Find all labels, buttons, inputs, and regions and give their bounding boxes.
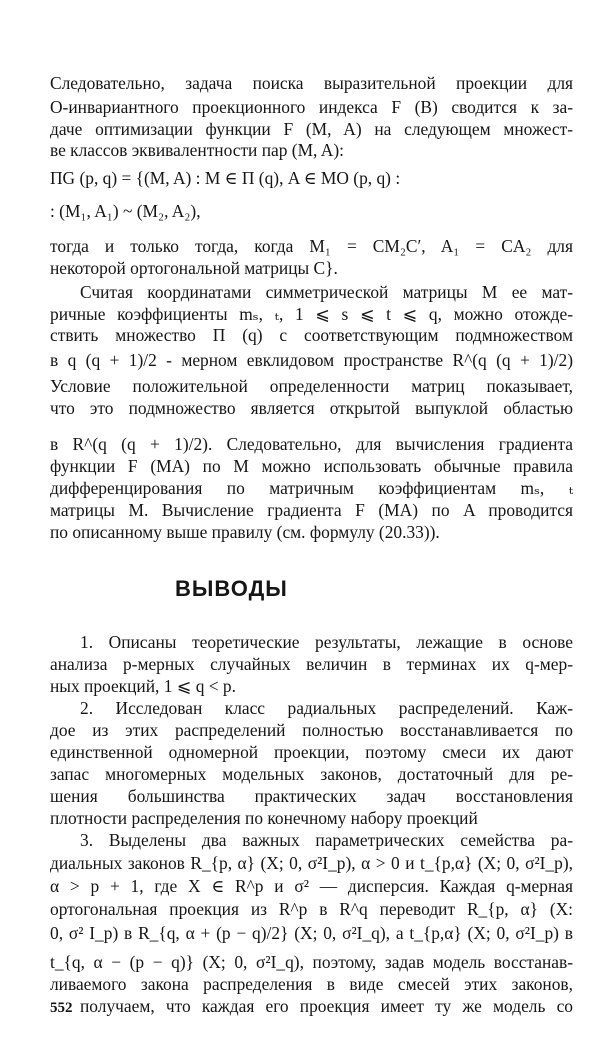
text-line: 0, σ² I_p) в R_{q, α + (p − q)/2} (X; 0, σ²I_q), а t_{p,α} (X; 0, σ²I_p) в xyxy=(50,923,573,943)
paragraph-first-line: Считая координатами симметрической матрицы M ее мат- xyxy=(80,282,573,302)
list-item-2-first-line: 2. Исследован класс радиальных распределений. Каж- xyxy=(80,698,573,718)
text-line: дифференцирования по матричным коэффициентам mₛ, ₜ xyxy=(50,478,573,498)
text-line: получаем, что каждая его проекция имеет ту же модель со xyxy=(80,996,573,1016)
text-line: матрицы M. Вычисление градиента F (MA) по A проводится xyxy=(50,500,573,520)
text-line: O-инвариантного проекционного индекса F (B) сводится к за- xyxy=(50,97,573,117)
text-line: в q (q + 1)/2 - мерном евклидовом пространстве R^(q (q + 1)/2) xyxy=(50,350,573,370)
text-line: ричные коэффициенты mₛ, ₜ, 1 ⩽ s ⩽ t ⩽ q, можно отожде- xyxy=(50,304,573,324)
text-line: некоторой ортогональной матрицы C}. xyxy=(50,258,338,278)
text-line: тогда и только тогда, когда M₁ = CM₂C′, A₁ = CA₂ для xyxy=(50,236,573,256)
formula-line: ΠG (p, q) = {(M, A) : M ∈ Π (q), A ∈ MO (p, q) : xyxy=(50,168,401,188)
text-line: плотности распределения по конечному набору проекций xyxy=(50,808,478,828)
text-line: t_{q, α − (p − q)} (X; 0, σ²I_q), поэтому, задав модель восстанав- xyxy=(50,952,573,972)
text-line: диальных законов R_{p, α} (X; 0, σ²I_p), α > 0 и t_{p,α} (X; 0, σ²I_p), xyxy=(50,853,573,873)
text-line: ливаемого закона распределения в виде смесей этих законов, xyxy=(50,974,573,994)
text-line: ствить множество Π (q) с соответствующим подмножеством xyxy=(50,325,573,345)
text-line: Условие положительной определенности матриц показывает, xyxy=(50,376,573,396)
text-line: даче оптимизации функции F (M, A) на следующем множест- xyxy=(50,119,573,139)
text-line: запас многомерных модельных законов, достаточный для ре- xyxy=(50,764,573,784)
section-heading: ВЫВОДЫ xyxy=(175,576,288,601)
text-line: анализа p-мерных случайных величин в терминах их q-мер- xyxy=(50,654,573,674)
text-line: шения большинства практических задач восстановления xyxy=(50,786,573,806)
text-line: дое из этих распределений полностью восстанавливается по xyxy=(50,720,573,740)
text-line: единственной одномерной проекции, поэтому смеси их дают xyxy=(50,742,573,762)
text-line: по описанному выше правилу (см. формулу (20.33)). xyxy=(50,522,440,542)
text-line: Следовательно, задача поиска выразительной проекции для xyxy=(50,73,573,93)
text-line: ве классов эквивалентности пар (M, A): xyxy=(50,140,344,160)
page-number: 552 xyxy=(50,1000,73,1016)
text-line: в R^(q (q + 1)/2). Следовательно, для вычисления градиента xyxy=(50,434,573,454)
formula-line: : (M₁, A₁) ~ (M₂, A₂), xyxy=(50,201,201,221)
list-item-1-first-line: 1. Описаны теоретические результаты, лежащие в основе xyxy=(80,632,573,652)
text-line: ных проекций, 1 ⩽ q < p. xyxy=(50,676,236,696)
text-line: что это подмножество является открытой выпуклой областью xyxy=(50,398,573,418)
text-line: ортогональная проекция из R^p в R^q переводит R_{p, α} (X: xyxy=(50,899,573,919)
text-line: α > p + 1, где X ∈ R^p и σ² — дисперсия. Каждая q-мерная xyxy=(50,876,573,896)
list-item-3-first-line: 3. Выделены два важных параметрических семейства ра- xyxy=(80,830,573,850)
text-line: функции F (MA) по M можно использовать обычные правила xyxy=(50,456,573,476)
